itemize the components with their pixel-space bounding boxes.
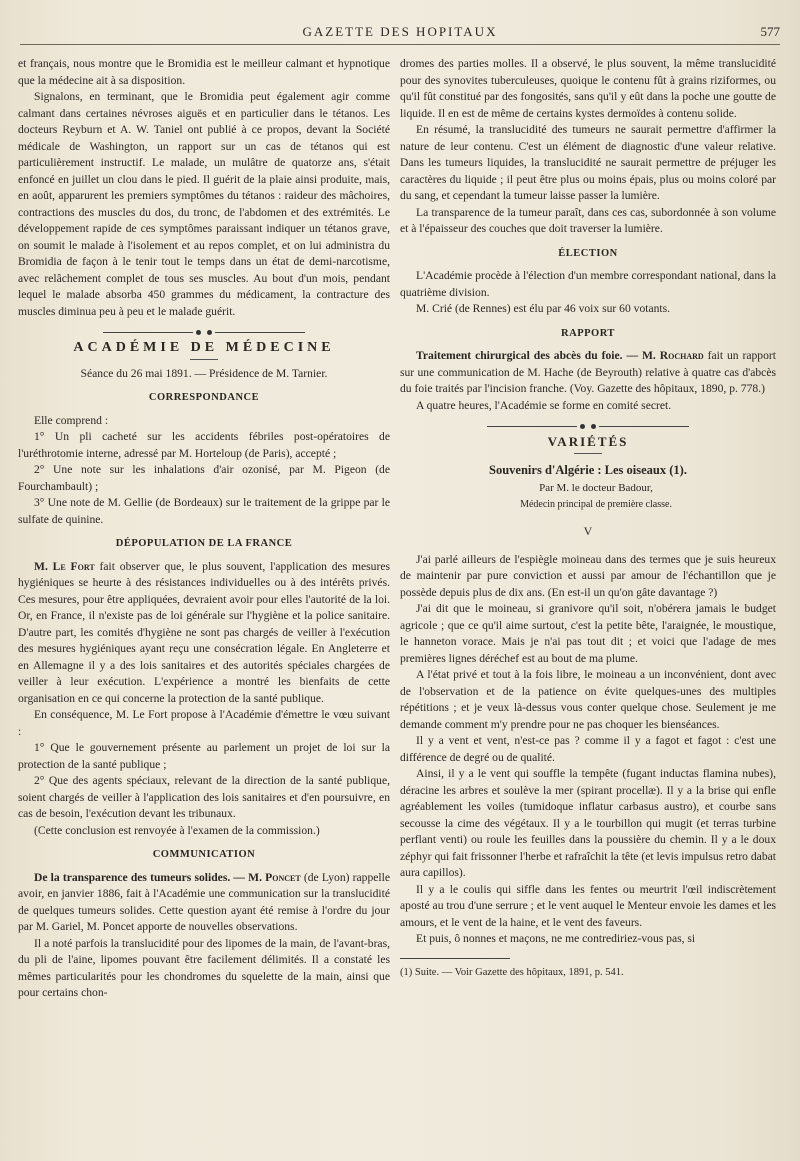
section-separator bbox=[18, 328, 390, 336]
communication-title: De la transparence des tumeurs solides. bbox=[34, 870, 231, 884]
paragraph: 1° Que le gouvernement présente au parlement un projet de loi sur la protection de la santé publique ; bbox=[18, 741, 390, 771]
divider bbox=[574, 453, 602, 454]
paragraph: Elle comprend : bbox=[34, 413, 109, 427]
section-number: V bbox=[583, 524, 593, 538]
paragraph: M. Crié (de Rennes) est élu par 46 voix sur 60 votants. bbox=[416, 302, 671, 315]
paragraph: 2° Que des agents spéciaux, relevant de la direction de la santé publique, soient chargés de veiller à l'application des lois sanitaires et d'en poursuivre, en cas de besoin, l'exécution devant les tribunaux. bbox=[18, 774, 390, 820]
paragraph: Et puis, ô nonnes et maçons, ne me contrediriez-vous pas, si bbox=[416, 932, 696, 945]
paragraph bbox=[18, 559, 390, 708]
paragraph: J'ai parlé ailleurs de l'espiègle moineau dans des termes que je suis heureux de maintenir par pure conviction et aussi par amour de l'échantillon que je possède depuis plus de dix ans. (En est-il un qu'on gâte davantage ?) bbox=[400, 552, 776, 599]
paragraph: A quatre heures, l'Académie se forme en comité secret. bbox=[416, 398, 672, 412]
subheading-election: ÉLECTION bbox=[558, 247, 618, 259]
seance-line: Séance du 26 mai 1891. — Présidence de M. Tarnier. bbox=[80, 366, 328, 380]
paragraph-text: fait observer que, le plus souvent, l'application des mesures hygiéniques se heurte à des résistances individuelles ou à des intérêts privés. Ces mesures, pour être appliquées, devraient avoir pour elles l'autorité de la loi. Or, en France, il n'existe pas de loi générale sur l'hygiène et la police sanitaire. D'autre part, les comités d'hygiène ne sont pas chargés de veiller à l'exécution des mesures hygiéniques ayant reçu une consécration légale. En Angleterre et en Allemagne il y a des lois sanitaires et des autorités spéciales chargées de veiller à leur exécution. L'expérience a montré les bienfaits de cette organisation en ce qui concerne la protection de la santé publique. bbox=[18, 559, 390, 705]
paragraph-text: fait un rapport sur une communication de M. Hache (de Beyrouth) relative à quatre cas d'abcès du foie traités par l'incision franche. (Voy. Gazette des hôpitaux, 1890, p. 778.) bbox=[400, 349, 776, 395]
paragraph: En résumé, la translucidité des tumeurs ne saurait permettre d'affirmer la nature de leur contenu. C'est un élément de diagnostic d'une valeur relative. Dans les tumeurs liquides, la translucidité ne saurait permettre de préjuger les caractères du liquide ; il peut être plus ou moins épais, plus ou moins coloré par du sang, et cependant la tumeur laisse passer la lumière. bbox=[400, 123, 776, 202]
section-heading-academie: ACADÉMIE DE MÉDECINE bbox=[73, 340, 335, 355]
left-column bbox=[18, 56, 390, 1002]
footnote-divider bbox=[400, 958, 510, 959]
subheading-rapport: RAPPORT bbox=[561, 327, 615, 339]
right-column bbox=[400, 56, 776, 981]
paragraph: En conséquence, M. Le Fort propose à l'Académie d'émettre le vœu suivant : bbox=[18, 708, 390, 738]
paragraph: J'ai dit que le moineau, si granivore qu'il soit, n'obérera jamais le budget agricole ; que ce qu'il aime surtout, c'est la petite bête, l'araignée, le moustique, le hanneton vorace. Mais je n'ai pas tout dit ; et voici que l'adage de mes premières lignes déréchef est au bout de ma plume. bbox=[400, 602, 776, 665]
paragraph bbox=[18, 870, 390, 936]
paragraph bbox=[400, 348, 776, 398]
paragraph: La transparence de la tumeur paraît, dans ces cas, subordonnée à son volume et à l'épaisseur des couches que doit traverser la lumière. bbox=[400, 205, 776, 235]
page-header bbox=[20, 22, 780, 45]
paragraph: Il y a vent et vent, n'est-ce pas ? comme il y a fagot et fagot : c'est une différence de degré ou de qualité. bbox=[400, 734, 776, 764]
article-byline: Par M. le docteur Badour, bbox=[539, 482, 653, 494]
communication-author: — M. Poncet bbox=[233, 870, 301, 884]
paragraph: et français, nous montre que le Bromidia est le meilleur calmant et hypnotique que la médecine ait à sa disposition. bbox=[18, 57, 390, 87]
paragraph: A l'état privé et tout à la fois libre, le moineau a un inconvénient, dont avec de l'observation et de la patience on évite quelques-unes des multiples répétitions ; et je veux là-dessus vous conter quelque chose. Seulement je me demande comment m'y prendre pour ne pas choquer les bienséances. bbox=[400, 668, 776, 731]
subheading-depopulation: DÉPOPULATION DE LA FRANCE bbox=[115, 538, 293, 549]
article-title: Souvenirs d'Algérie : Les oiseaux (1). bbox=[489, 462, 687, 477]
rapport-title: Traitement chirurgical des abcès du foie. bbox=[416, 349, 623, 362]
paragraph: Ainsi, il y a le vent qui souffle la tempête (fugant inductas flamina nubes), déracine les arbres et soulève la mer (spirant procellæ). Il y a la brise qui enfle agréablement les voiles (tumidoque inflatur carbasus austro), et courbe sans secousse la cime des végétaux. Il y a le tourbillon qui mugit (et terras turbine perflant venti) ou roule les feuilles dans la poussière du chemin. Il y a le doux zéphyr qui fait frissonner l'herbe et rafraîchit la tête (et levis impulsus retro dabat aura capillos). bbox=[400, 767, 776, 879]
footnote: (1) Suite. — Voir Gazette des hôpitaux, 1891, p. 541. bbox=[400, 966, 624, 978]
page-number: 577 bbox=[760, 24, 780, 39]
paragraph: (Cette conclusion est renvoyée à l'examen de la commission.) bbox=[34, 823, 320, 837]
paragraph-text: (de Lyon) rappelle avoir, en janvier 1886, fait à l'Académie une communication sur la translucidité de quelques tumeurs solides. Cette question ayant été remise à l'ordre du jour par M. Gariel, M. Poncet apporte de nouvelles observations. bbox=[18, 870, 391, 933]
author-role: Médecin principal de première classe. bbox=[520, 498, 672, 510]
list-item: 1° Un pli cacheté sur les accidents fébriles post-opératoires de l'uréthrotomie interne, adressé par M. Horteloup (de Paris), accepté ; bbox=[18, 430, 390, 460]
subheading-correspondance: CORRESPONDANCE bbox=[148, 392, 260, 403]
journal-title: GAZETTE DES HOPITAUX bbox=[302, 24, 498, 39]
paragraph: Il a noté parfois la translucidité pour des lipomes de la main, de l'avant-bras, du pli de l'aine, lipomes pouvant être facilement délimités. Il a constaté les mêmes particularités pour les chondromes du squelette de la main, ainsi que pour certains chon- bbox=[18, 936, 390, 999]
section-heading-varietes: VARIÉTÉS bbox=[547, 434, 629, 449]
subheading-communication: COMMUNICATION bbox=[152, 849, 256, 860]
rapport-author: — M. Rochard bbox=[626, 349, 704, 362]
divider bbox=[190, 359, 218, 360]
paragraph: dromes des parties molles. Il a observé, le plus souvent, la même translucidité pour des synovites tuberculeuses, quoique le contenu fût à grains riziformes, ou qu'il fût constitué par des fongosités, sans qu'il y eût dans la poche une goutte de liquide. Il en est de même de certains kystes dermoïdes à contenu solide. bbox=[400, 57, 776, 120]
speaker-name: M. Le Fort bbox=[34, 559, 95, 573]
section-separator bbox=[400, 422, 776, 430]
paragraph: L'Académie procède à l'élection d'un membre correspondant national, dans la quatrième division. bbox=[400, 269, 776, 299]
list-item: 2° Une note sur les inhalations d'air ozonisé, par M. Pigeon (de Fourchambault) ; bbox=[18, 463, 390, 493]
list-item: 3° Une note de M. Gellie (de Bordeaux) sur le traitement de la grippe par le sulfate de quinine. bbox=[18, 496, 390, 526]
paragraph: Il y a le coulis qui siffle dans les fentes ou meurtrit l'œil indiscrètement aposté au trou d'une serrure ; et le vent auquel le Menteur envoie les dames et les amours, et le vent de la haine, et le vent des faveurs. bbox=[400, 882, 776, 929]
paragraph: Signalons, en terminant, que le Bromidia peut également agir comme calmant dans certaines névroses aiguës et en particulier dans le tétanos. Les docteurs Reyburn et A. W. Taniel ont publié à ce propos, devant la Société médicale de Washington, un rapport sur un cas de tétanos qui est particulièrement instructif. Le malade, un mulâtre de quatorze ans, s'était enfoncé en juillet un clou dans le pied. Il guérit de la plaie ainsi produite, mais, en août, apparurent les premiers symptômes du tétanos : raideur des mâchoires, contractions des muscles du dos, du tronc, de l'abdomen et des extrémités. Le développement rapide de ces symptômes paraissant indiquer un tétanos grave, on soumit le malade à l'isolement et au repos complet, et on lui administra du Bromidia de façon à le tenir tout le temps dans un état de demi-narcotisme, avec relâchement complet de tous ses muscles. Au bout d'un mois, pendant lequel le malade absorba 450 grammes du médicament, la contracture des muscles diminua peu à peu et le malade guérit. bbox=[18, 90, 390, 318]
